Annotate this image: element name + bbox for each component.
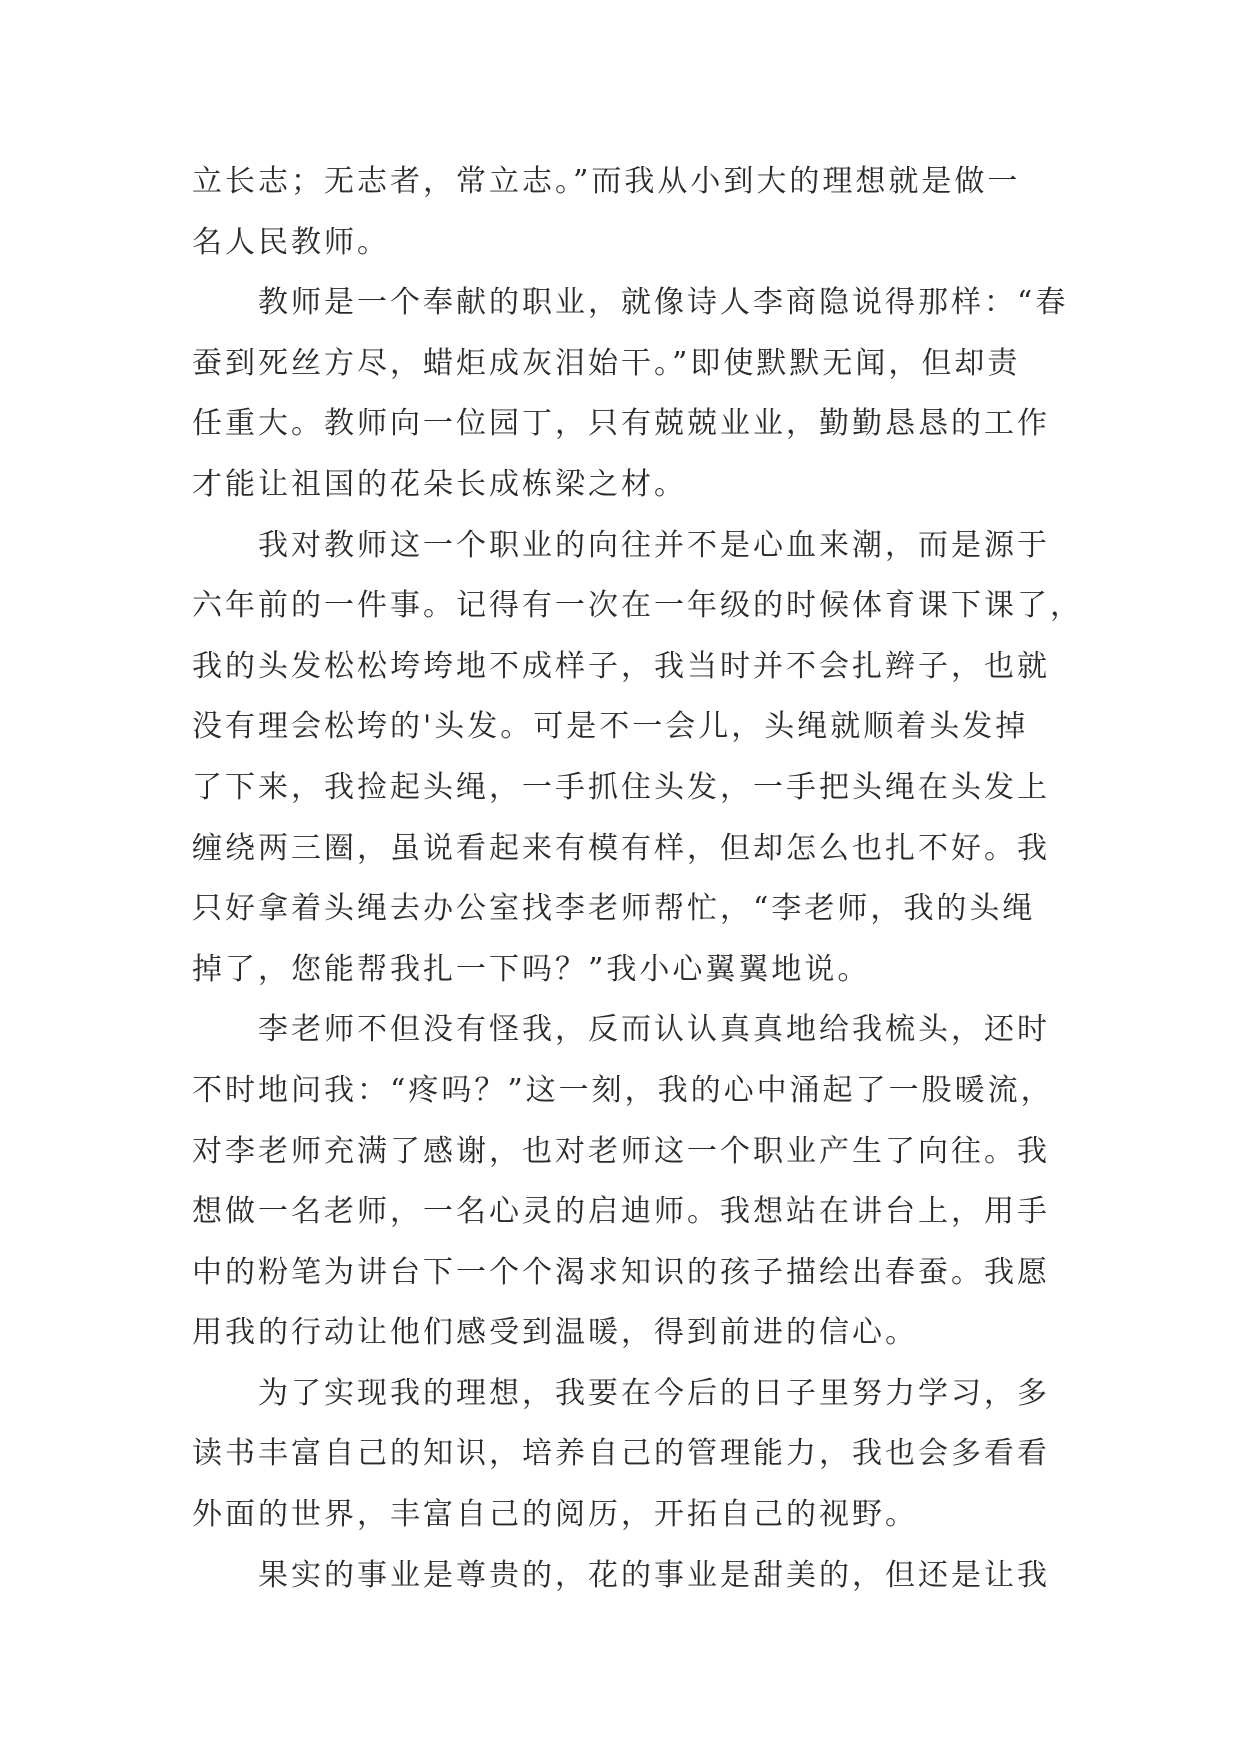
paragraph-start-line: 李老师不但没有怪我，反而认认真真地给我梳头，还时 bbox=[258, 1012, 1050, 1048]
text-line: 立长志；无志者，常立志。”而我从小到大的理想就是做一 bbox=[192, 164, 1021, 199]
text-line: 读书丰富自己的知识，培养自己的管理能力，我也会多看看 bbox=[192, 1436, 1050, 1472]
text-line: 中的粉笔为讲台下一个个渴求知识的孩子描绘出春蚕。我愿 bbox=[192, 1254, 1050, 1290]
text-line: 六年前的一件事。记得有一次在一年级的时候体育课下课了， bbox=[192, 588, 1083, 624]
text-line: 任重大。教师向一位园丁，只有兢兢业业，勤勤恳恳的工作 bbox=[192, 406, 1050, 442]
paragraph-start-line: 果实的事业是尊贵的，花的事业是甜美的，但还是让我 bbox=[258, 1557, 1050, 1593]
essay-body bbox=[192, 152, 1083, 1606]
text-line: 蚕到死丝方尽，蜡炬成灰泪始干。”即使默默无闻，但却责 bbox=[192, 345, 1021, 381]
paragraph-start-line: 为了实现我的理想，我要在今后的日子里努力学习，多 bbox=[258, 1375, 1050, 1411]
text-line: 才能让祖国的花朵长成栋梁之材。 bbox=[192, 466, 687, 502]
text-line: 名人民教师。 bbox=[192, 224, 390, 260]
text-line: 没有理会松垮的'头发。可是不一会儿，头绳就顺着头发掉 bbox=[192, 709, 1029, 745]
text-line: 对李老师充满了感谢，也对老师这一个职业产生了向往。我 bbox=[192, 1133, 1050, 1169]
text-line: 只好拿着头绳去办公室找李老师帮忙，“李老师，我的头绳 bbox=[192, 891, 1036, 927]
text-line: 了下来，我捡起头绳，一手抓住头发，一手把头绳在头发上 bbox=[192, 769, 1050, 805]
text-line: 我的头发松松垮垮地不成样子，我当时并不会扎辫子，也就 bbox=[192, 648, 1050, 684]
text-line: 外面的世界，丰富自己的阅历，开拓自己的视野。 bbox=[192, 1497, 918, 1533]
text-line: 掉了，您能帮我扎一下吗？”我小心翼翼地说。 bbox=[192, 951, 871, 987]
text-line: 想做一名老师，一名心灵的启迪师。我想站在讲台上，用手 bbox=[192, 1194, 1050, 1230]
text-line: 用我的行动让他们感受到温暖，得到前进的信心。 bbox=[192, 1315, 918, 1351]
text-line: 不时地问我：“疼吗？”这一刻，我的心中涌起了一股暖流， bbox=[192, 1072, 1054, 1108]
text-line: 缠绕两三圈，虽说看起来有模有样，但却怎么也扎不好。我 bbox=[192, 830, 1050, 866]
paragraph-start-line: 教师是一个奉献的职业，就像诗人李商隐说得那样：“春 bbox=[258, 285, 1069, 321]
paragraph-start-line: 我对教师这一个职业的向往并不是心血来潮，而是源于 bbox=[258, 527, 1050, 563]
